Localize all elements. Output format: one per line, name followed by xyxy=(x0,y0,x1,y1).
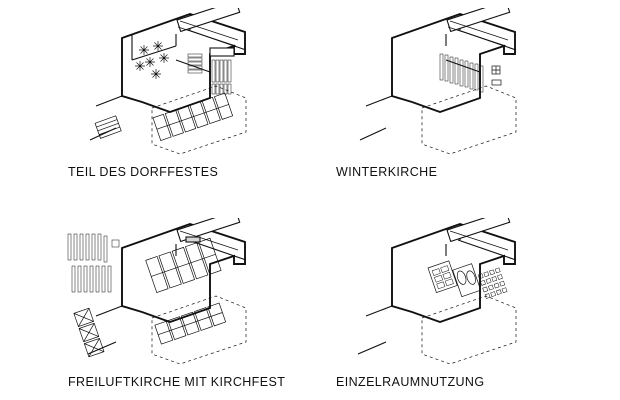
floor-plan-drawing-4 xyxy=(330,218,530,378)
panel-caption-3: FREILUFTKIRCHE MIT KIRCHFEST xyxy=(68,375,286,389)
floor-plan-drawing-3 xyxy=(60,218,260,378)
panel-caption-4: EINZELRAUMNUTZUNG xyxy=(336,375,485,389)
floor-plan-drawing-1 xyxy=(60,8,260,158)
floor-plan-drawing-2 xyxy=(330,8,530,158)
floor-plan-panel-2 xyxy=(330,8,530,179)
floor-plan-panel-4 xyxy=(330,218,530,389)
floor-plan-panel-3 xyxy=(60,218,286,389)
panel-caption-2: WINTERKIRCHE xyxy=(336,165,438,179)
panel-caption-1: TEIL DES DORFFESTES xyxy=(68,165,219,179)
floor-plan-panel-1 xyxy=(60,8,260,179)
